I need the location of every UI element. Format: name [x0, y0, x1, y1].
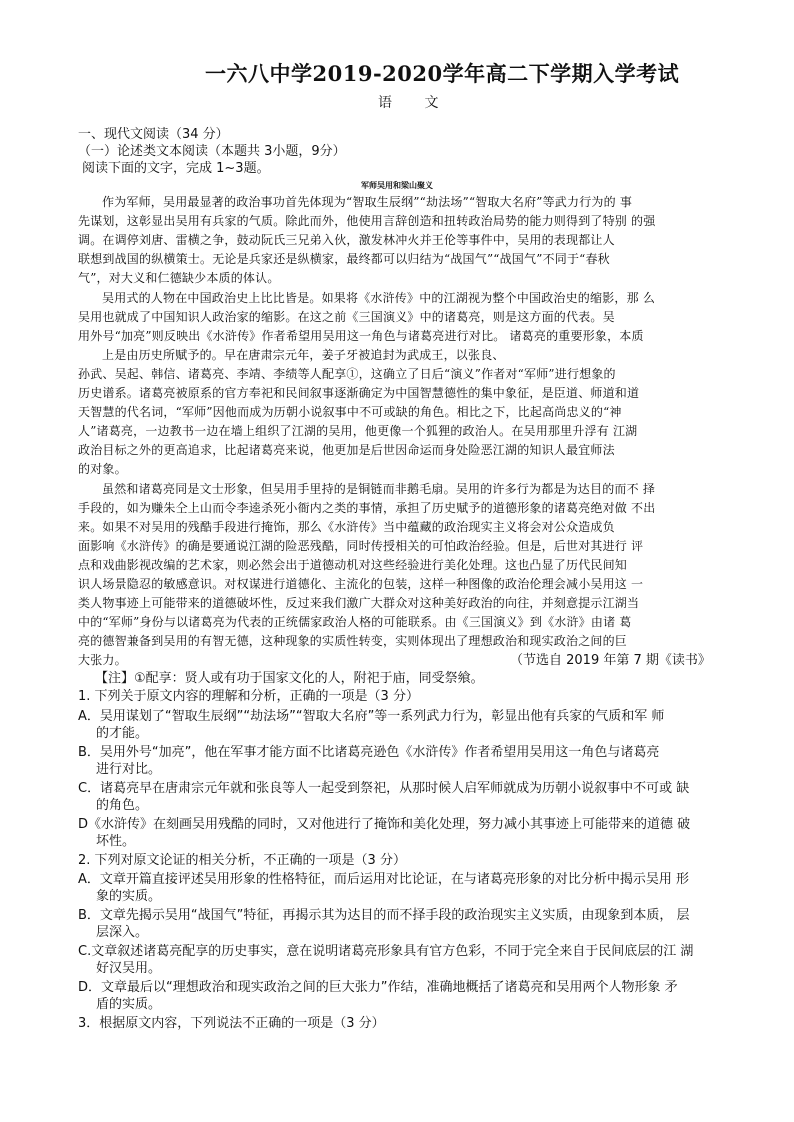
option-b-cont: 层深入。	[96, 925, 149, 940]
article-line: 先谋划，这彰显出吴用有兵家的气质。除此而外，他使用言辞创造和扭转政治局势的能力则得到了特别 的强	[78, 214, 656, 228]
option-b: B．文章先揭示吴用“战国气”特征，再揭示其为达目的而不择手段的政治现实主义实质，由现象到本质， 层	[78, 908, 690, 923]
option-d: D《水浒传》在刻画吴用残酷的同时，又对他进行了掩饰和美化处理，努力减小其事迹上可能带来的道德 破	[78, 817, 691, 832]
article-line: 亮的德智兼备到吴用的有智无德，这种现象的实质性转变，实则体现出了理想政治和现实政治之间的巨	[78, 634, 628, 648]
exam-title: 一六八中学2019-2020学年高二下学期入学考试	[205, 61, 680, 86]
subsection-heading: （一）论述类文本阅读（本题共 3小题，9分）	[78, 144, 346, 159]
article-line: 上是由历史所赋予的。早在唐肃宗元年，姜子牙被追封为武成王，以张良、	[102, 348, 505, 362]
article-line: 的对象。	[78, 462, 127, 476]
article-line: 调。在调停刘唐、雷横之争，鼓动阮氏三兄弟入伙，激发林冲火并王伦等事件中，吴用的表现都让人	[78, 233, 615, 247]
article-line: 点和戏曲影视改编的艺术家，则必然会出于道德动机对这些经验进行美化处理。这也凸显了历代民间知	[78, 558, 628, 572]
article-line: 孙武、吴起、韩信、诸葛亮、李靖、李绩等人配享①，这确立了日后“演义”作者对“军师”进行想象的	[78, 367, 616, 381]
option-b-cont: 进行对比。	[96, 762, 162, 777]
option-c-cont: 好汉吴用。	[96, 961, 162, 976]
subject-title: 语 文	[378, 95, 453, 111]
article-title: 军师吴用和梁山聚义	[361, 181, 433, 190]
option-d: D．文章最后以“理想政治和现实政治之间的巨大张力”作结，准确地概括了诸葛亮和吴用两个人物形象 矛	[78, 980, 678, 995]
option-d-cont: 盾的实质。	[96, 997, 162, 1012]
article-line: 历史谱系。诸葛亮被原系的官方奉祀和民间叙事逐渐确定为中国智慧德性的集中象征，是臣道、师道和道	[78, 386, 640, 400]
article-line: 用外号“加亮”则反映出《水浒传》作者希望用吴用这一角色与诸葛亮进行对比。 诸葛亮的重要形象，本质	[78, 329, 644, 343]
article-line: 识人场景隐忍的敏感意识。对权谋进行道德化、主流化的包装，这样一种图像的政治伦理会减小吴用这 一	[78, 577, 644, 591]
question-stem: 1. 下列关于原文内容的理解和分析，正确的一项是（3 分）	[78, 689, 419, 704]
article-line: 吴用式的人物在中国政治史上比比皆是。如果将《水浒传》中的江湖视为整个中国政治史的缩影，那 么	[102, 291, 656, 305]
question-stem: 2. 下列对原文论证的相关分析，不正确的一项是（3 分）	[78, 853, 406, 868]
article-line: 作为军师，吴用最显著的政治事功首先体现为“智取生辰纲”“劫法场”“智取大名府”等武力行为的 事	[102, 195, 633, 209]
article-line: 气”，对大义和仁德缺少本质的体认。	[78, 271, 280, 285]
article-line: 面影响《水浒传》的确是要通说江湖的险恶残酷，同时传授相关的可怕政治经验。但是，后世对其进行 评	[78, 539, 644, 553]
article-line: 大张力。	[78, 653, 127, 667]
article-note: 【注】①配享：贤人或有功于国家文化的人，附祀于庙，同受祭飨。	[95, 671, 484, 686]
option-a-cont: 象的实质。	[96, 889, 162, 904]
article-line: 人”诸葛亮，一边教书一边在墙上组织了江湖的吴用，他更像一个狐狸的政治人。在吴用那里升浮有 江湖	[78, 424, 638, 438]
article-line: 政治目标之外的更高追求，比起诸葛亮来说，他更加是后世因命运而身处险恶江湖的知识人最宜师法	[78, 443, 615, 457]
article-line: 虽然和诸葛亮同是文士形象，但吴用手里持的是铜链而非鹅毛扇。吴用的许多行为都是为达目的而不 择	[102, 482, 656, 496]
article-line: 天智慧的代名词，“军师”因他而成为历朝小说叙事中不可或缺的角色。相比之下，比起高尚忠义的“神	[78, 405, 622, 419]
option-c-cont: 的角色。	[96, 798, 149, 813]
option-a: A．吴用谋划了“智取生辰纲”“劫法场”“智取大名府”等一系列武力行为，彰显出他有兵家的气质和军 师	[78, 709, 665, 724]
article-line: 中的“军师”身份与以诸葛亮为代表的正统儒家政治人格的可能联系。由《三国演义》到《水浒》由诸 葛	[78, 615, 632, 629]
question-stem: 3．根据原文内容，下列说法不正确的一项是（3 分）	[78, 1016, 385, 1031]
option-d-cont: 坏性。	[96, 834, 136, 849]
article-source: （节选自 2019 年第 7 期《读书》	[510, 653, 711, 668]
article-line: 吴用也就成了中国知识人政治家的缩影。在这之前《三国演义》中的诸葛亮，则是这方面的代表。吴	[78, 310, 615, 324]
option-c: C．诸葛亮早在唐肃宗元年就和张良等人一起受到祭祀，从那时候人启军师就成为历朝小说叙事中不可或 缺	[78, 781, 690, 796]
option-c: C.文章叙述诸葛亮配享的历史事实，意在说明诸葛亮形象具有官方色彩，不同于完全来自于民间底层的江 湖	[78, 944, 694, 959]
reading-instruction: 阅读下面的文字，完成 1~3题。	[82, 161, 270, 176]
option-a: A．文章开篇直接评述吴用形象的性格特征，而后运用对比论证，在与诸葛亮形象的对比分析中揭示吴用 形	[78, 872, 690, 887]
option-b: B．吴用外号“加亮”，他在军事才能方面不比诸葛亮逊色《水浒传》作者希望用吴用这一角色与诸葛亮	[78, 745, 660, 760]
article-line: 类人物事迹上可能带来的道德破坏性，反过来我们激广大群众对这种美好政治的向往，并刻意提示江湖当	[78, 596, 640, 610]
option-a-cont: 的才能。	[96, 726, 149, 741]
article-line: 联想到战国的纵横策士。无论是兵家还是纵横家，最终都可以归结为“战国气”“战国气”不同于“春秋	[78, 252, 610, 266]
article-line: 来。如果不对吴用的残酷手段进行掩饰，那么《水浒传》当中蕴藏的政治现实主义将会对公众造成负	[78, 520, 615, 534]
article-line: 手段的，如为赚朱仝上山而令李逵杀死小衙内之类的事情，承担了历史赋予的道德形象的诸葛亮绝对做 不出	[78, 501, 656, 515]
section-heading: 一、现代文阅读（34 分）	[78, 127, 229, 142]
